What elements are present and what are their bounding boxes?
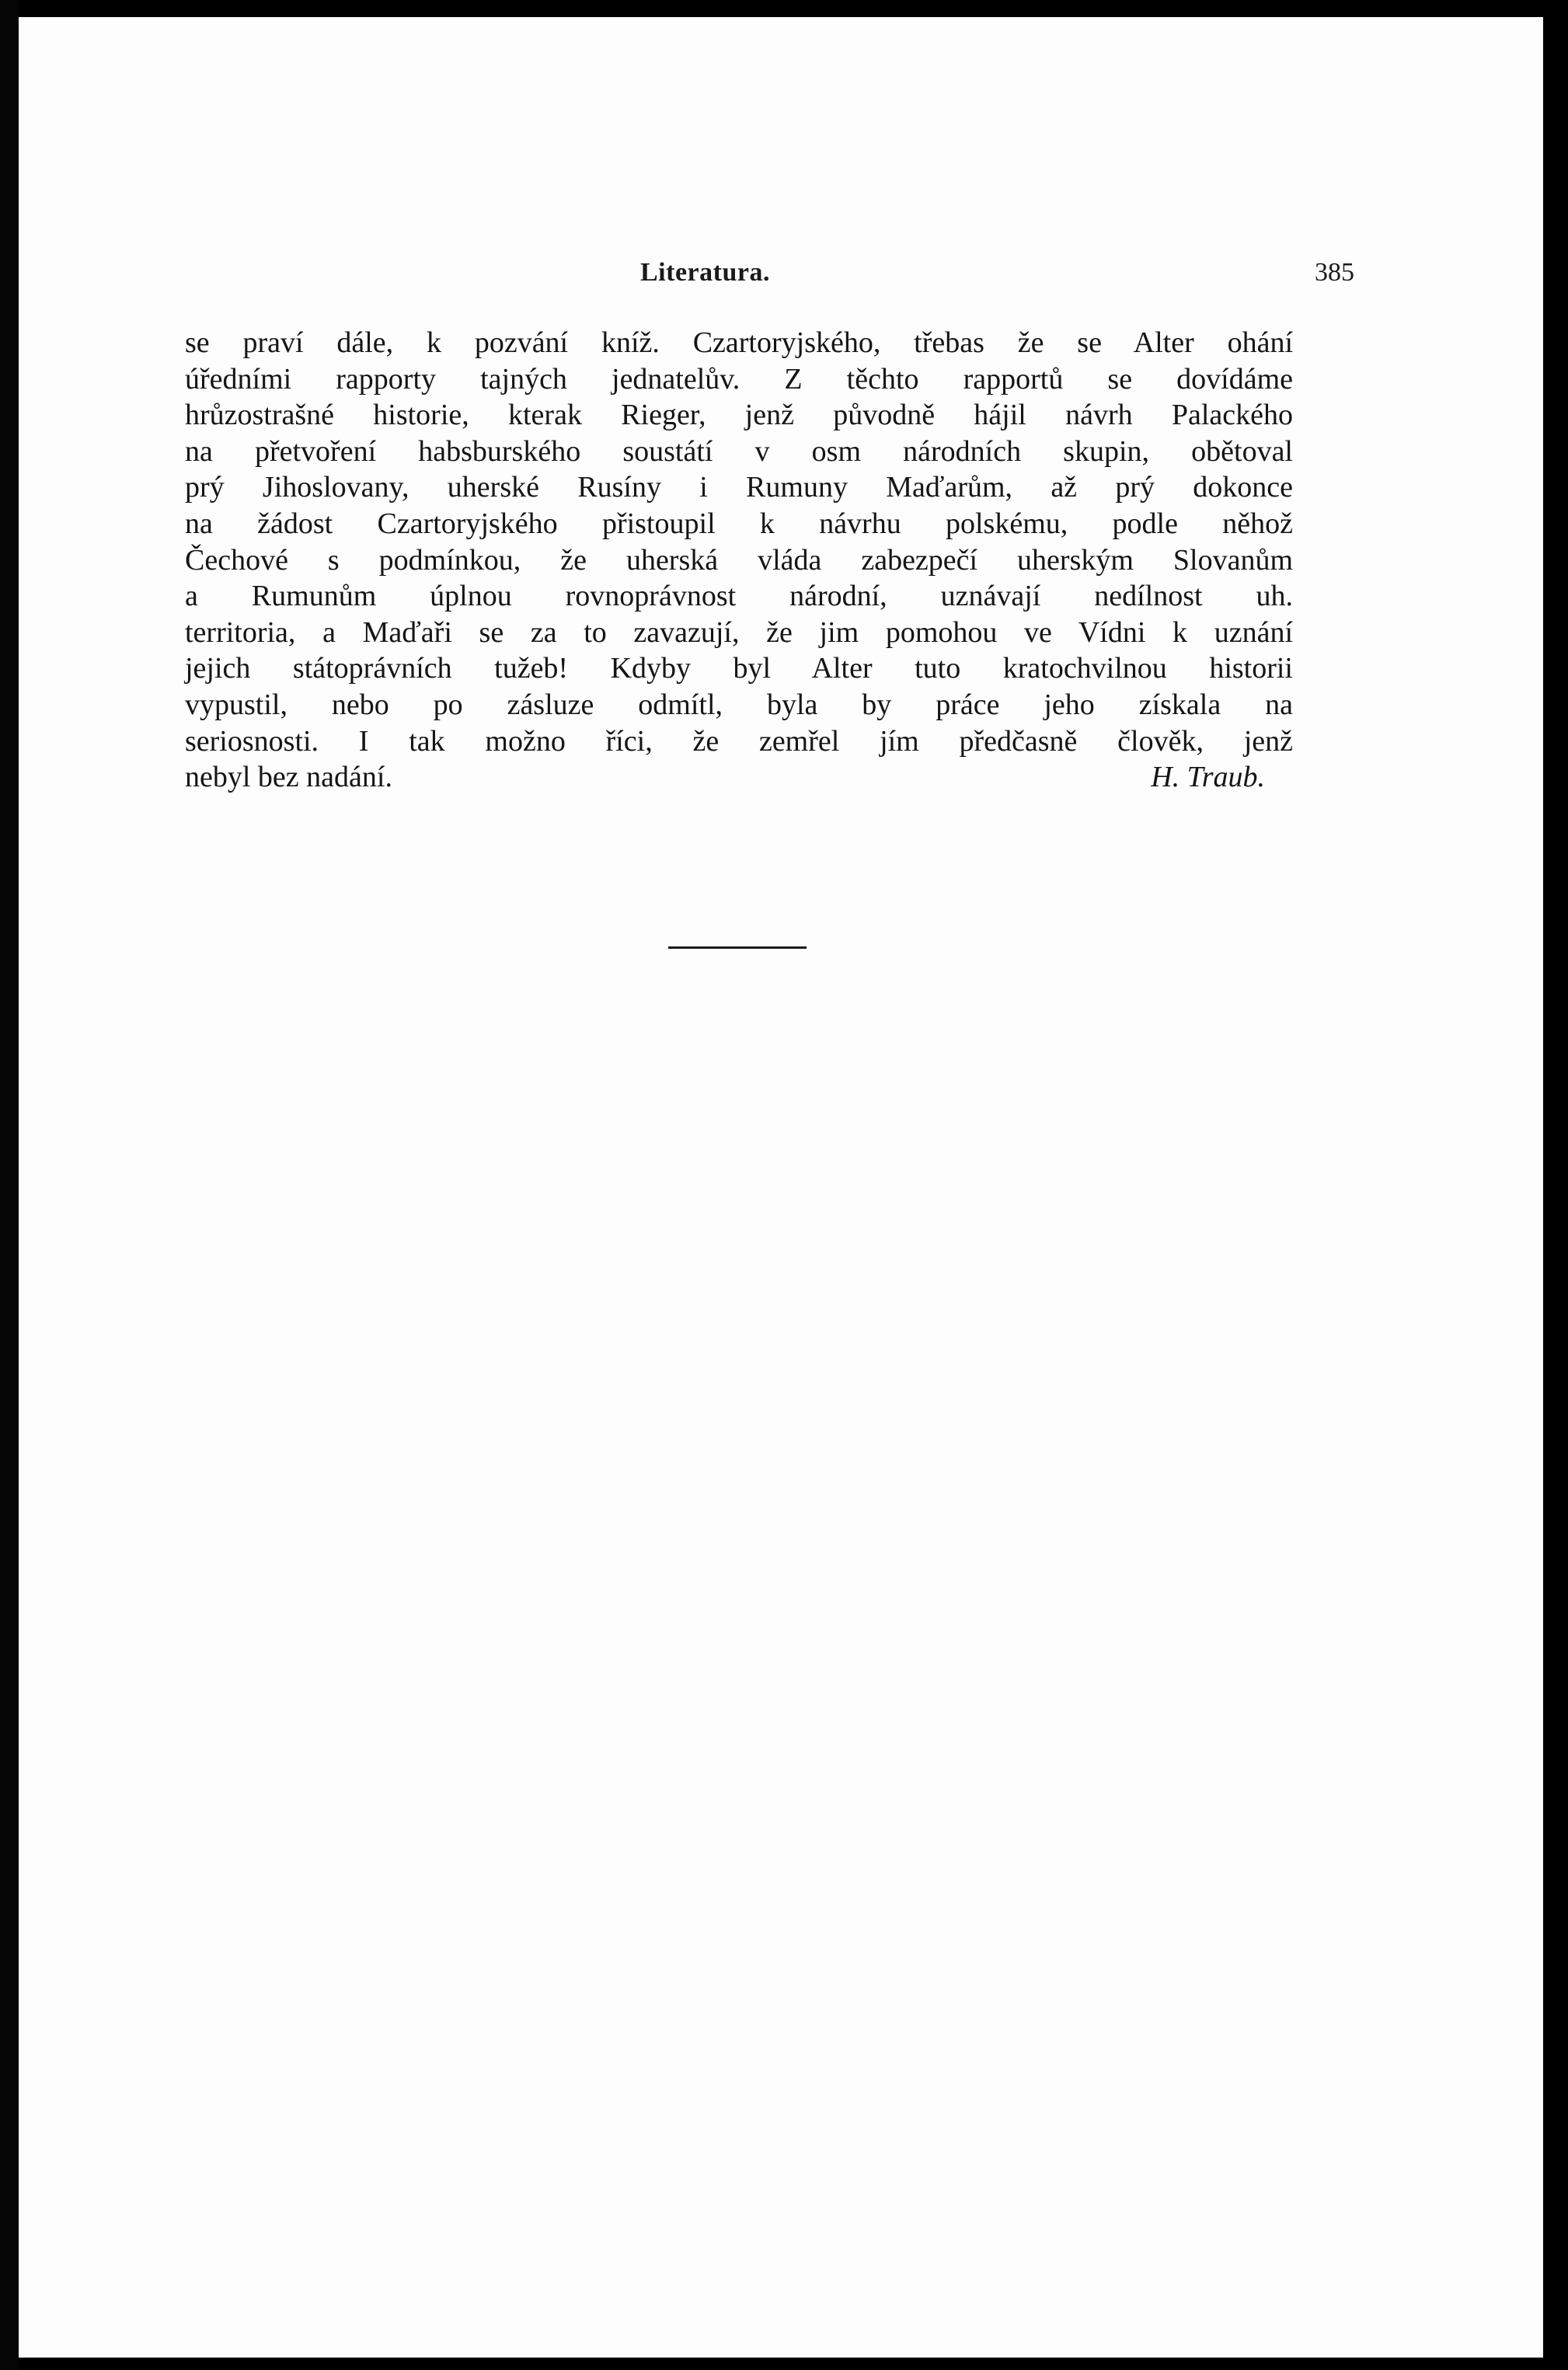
section-title: Literatura. xyxy=(640,258,770,287)
page-number: 385 xyxy=(1315,258,1354,287)
text-line: se praví dále, k pozvání kníž. Czartoryjského, třebas že se Alter ohání xyxy=(185,326,1293,359)
author-signature: H. Traub. xyxy=(1151,761,1265,794)
text-line: úředními rapporty tajných jednatelův. Z těchto rapportů se dovídáme xyxy=(185,362,1293,396)
text-line: na přetvoření habsburského soustátí v osm národních skupin, obětoval xyxy=(185,434,1293,468)
text-line: na žádost Czartoryjského přistoupil k návrhu polskému, podle něhož xyxy=(185,507,1293,540)
text-line: hrůzostrašné historie, kterak Rieger, jenž původně hájil návrh Palackého xyxy=(185,399,1293,432)
text-line: vypustil, nebo po zásluze odmítl, byla by práce jeho získala na xyxy=(185,688,1293,721)
text-line: prý Jihoslovany, uherské Rusíny i Rumuny Maďarům, až prý dokonce xyxy=(185,471,1293,504)
text-line: seriosnosti. I tak možno říci, že zemřel jím předčasně člověk, jenž xyxy=(185,724,1293,758)
running-head xyxy=(19,244,1543,298)
text-line: Čechové s podmínkou, že uherská vláda zabezpečí uherským Slovanům xyxy=(185,543,1293,577)
section-divider-rule xyxy=(668,946,807,949)
text-line-final xyxy=(185,759,1293,796)
text-line: jejich státoprávních tužeb! Kdyby byl Alter tuto kratochvilnou historii xyxy=(185,652,1293,685)
final-line-text: nebyl bez nadání. xyxy=(185,761,392,794)
review-paragraph xyxy=(185,325,1293,796)
text-line: territoria, a Maďaři se za to zavazují, že jim pomohou ve Vídni k uznání xyxy=(185,615,1293,649)
text-line: a Rumunům úplnou rovnoprávnost národní, uznávají nedílnost uh. xyxy=(185,580,1293,613)
book-page xyxy=(19,17,1543,2358)
scan-left-edge xyxy=(0,0,19,2370)
